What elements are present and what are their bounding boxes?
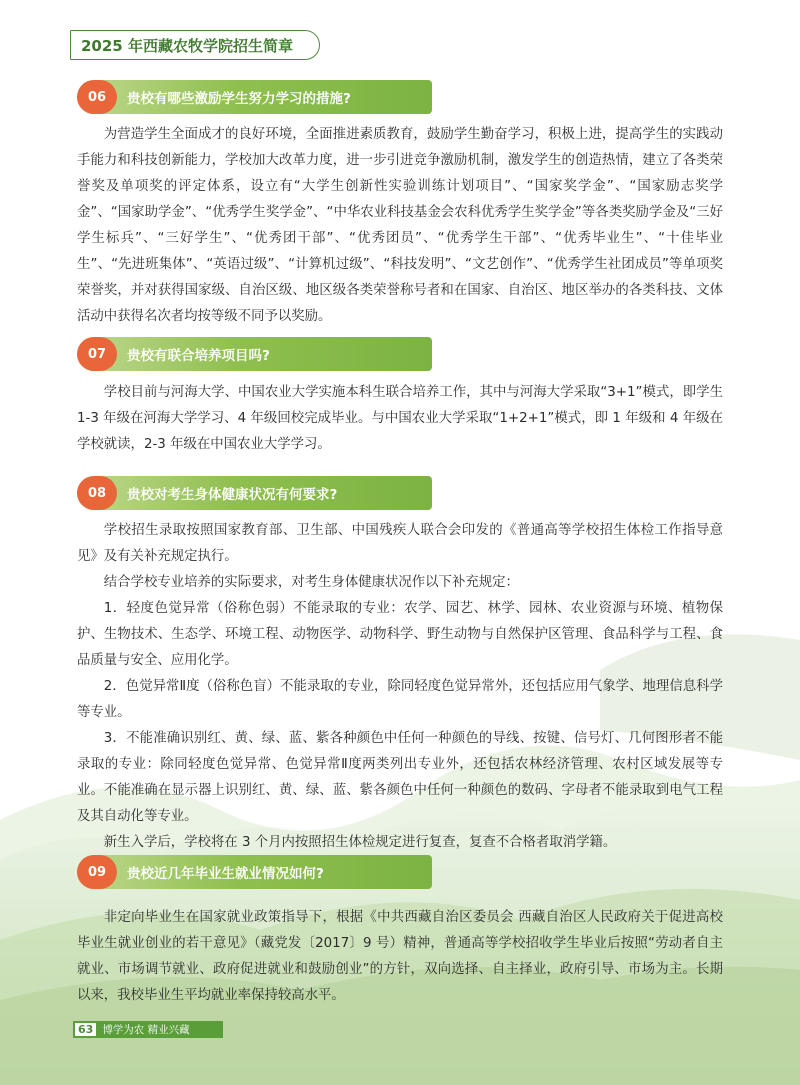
body-paragraph: 2．色觉异常Ⅱ度（俗称色盲）不能录取的专业，除同轻度色觉异常外，还包括应用气象学、地理信息科学等专业。 [77, 679, 723, 720]
section-title: 贵校近几年毕业生就业情况如何? [127, 866, 324, 882]
body-paragraph: 新生入学后，学校将在 3 个月内按照招生体检规定进行复查，复查不合格者取消学籍。 [103, 835, 617, 850]
section-heading-07 [77, 337, 432, 371]
footer-slogan: 博学为农 精业兴藏 [102, 1024, 190, 1036]
section-number: 07 [77, 337, 117, 371]
section-number: 09 [77, 855, 117, 889]
section-heading-09 [77, 855, 432, 889]
page-footer [73, 1021, 223, 1038]
section-body-06 [77, 122, 723, 330]
section-body-09 [77, 905, 723, 1009]
body-paragraph: 为营造学生全面成才的良好环境，全面推进素质教育，鼓励学生勤奋学习，积极上进，提高学生的实践动手能力和科技创新能力，学校加大改革力度，进一步引进竞争激励机制，激发学生的创造热情，建立了各类荣誉奖及单项奖的评定体系，设立有“大学生创新性实验训练计划项目”、“国家奖学金”、“国家励志奖学金”、“国家助学金”、“优秀学生奖学金”、“中华农业科技基金会农科优秀学生奖学金”等各类奖励学金及“三好学生标兵”、“三好学生”、“优秀团干部”、“优秀团员”、“优秀学生干部”、“优秀毕业生”、“十佳毕业生”、“先进班集体”、“英语过级”、“计算机过级”、“科技发明”、“文艺创作”、“优秀学生社团成员”等单项奖荣誉奖，并对获得国家级、自治区级、地区级各类荣誉称号者和在国家、自治区、地区举办的各类科技、文体活动中获得名次者均按等级不同予以奖励。 [77, 127, 723, 324]
body-paragraph: 3．不能准确识别红、黄、绿、蓝、紫各种颜色中任何一种颜色的导线、按键、信号灯、几何图形者不能录取的专业：除同轻度色觉异常、色觉异常Ⅱ度两类列出专业外，还包括农林经济管理、农村区域发展等专业。不能准确在显示器上识别红、黄、绿、蓝、紫各颜色中任何一种颜色的数码、字母者不能录取到电气工程及其自动化等专业。 [77, 731, 723, 824]
body-paragraph: 结合学校专业培养的实际要求，对考生身体健康状况作以下补充规定： [103, 575, 519, 590]
section-body-08 [77, 518, 723, 856]
body-paragraph: 非定向毕业生在国家就业政策指导下，根据《中共西藏自治区委员会 西藏自治区人民政府关于促进高校毕业生就业创业的若干意见》（藏党发〔2017〕9 号）精神，普通高等学校招收学生毕业后按照“劳动者自主就业、市场调节就业、政府促进就业和鼓励创业”的方针，双向选择、自主择业，政府引导、市场为主。长期以来，我校毕业生平均就业率保持较高水平。 [77, 910, 723, 1003]
section-title: 贵校有联合培养项目吗? [127, 348, 270, 364]
section-heading-08 [77, 476, 432, 510]
body-paragraph: 学校招生录取按照国家教育部、卫生部、中国残疾人联合会印发的《普通高等学校招生体检工作指导意见》及有关补充规定执行。 [77, 523, 723, 564]
section-title: 贵校对考生身体健康状况有何要求? [127, 487, 338, 503]
page-header [70, 30, 320, 60]
section-number: 08 [77, 476, 117, 510]
section-title: 贵校有哪些激励学生努力学习的措施? [127, 91, 351, 107]
page-number: 63 [75, 1023, 96, 1036]
page-header-title: 2025 年西藏农牧学院招生简章 [81, 36, 293, 55]
section-body-07 [77, 380, 723, 458]
section-heading-06 [77, 80, 432, 114]
body-paragraph: 1．轻度色觉异常（俗称色弱）不能录取的专业：农学、园艺、林学、园林、农业资源与环境、植物保护、生物技术、生态学、环境工程、动物医学、动物科学、野生动物与自然保护区管理、食品科学与工程、食品质量与安全、应用化学。 [77, 601, 723, 668]
section-number: 06 [77, 80, 117, 114]
body-paragraph: 学校目前与河海大学、中国农业大学实施本科生联合培养工作，其中与河海大学采取“3+1”模式，即学生 1-3 年级在河海大学学习、4 年级回校完成毕业。与中国农业大学采取“1+2+1”模式，即 1 年级和 4 年级在学校就读，2-3 年级在中国农业大学学习。 [77, 385, 723, 452]
